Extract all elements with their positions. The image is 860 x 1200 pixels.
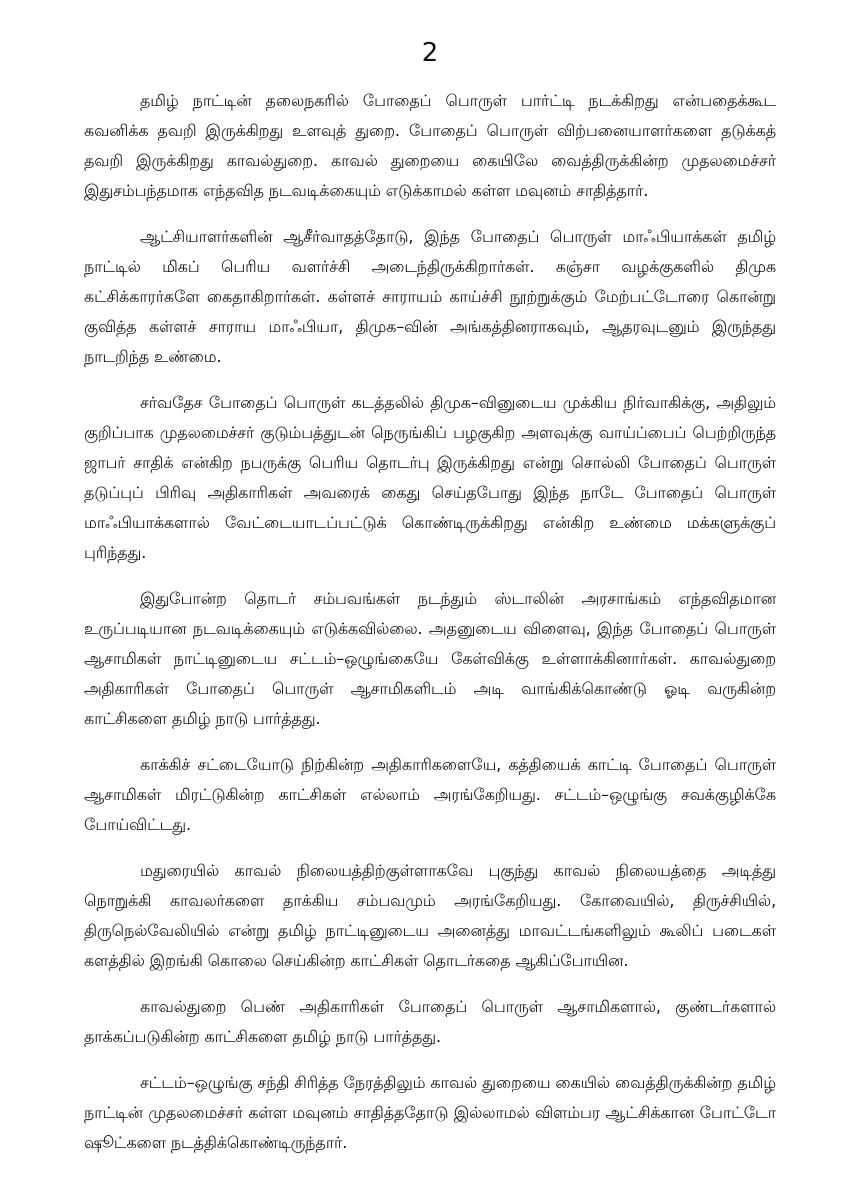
paragraph-1: தமிழ் நாட்டின் தலைநகரில் போதைப் பொருள் பார்ட்டி நடக்கிறது என்பதைக்கூட கவனிக்க தவறி இருக்கிறது உளவுத் துறை. போதைப் பொருள் விற்பனையாளர்களை தடுக்கத் தவறி இருக்கிறது காவல்துறை. காவல் துறையை கையிலே வைத்திருக்கின்ற முதலமைச்சர் இதுசம்பந்தமாக எந்தவித நடவடிக்கையும் எடுக்காமல் கள்ள மவுனம் சாதித்தார்.	[84, 91, 776, 200]
paragraph-5: காக்கிச் சட்டையோடு நிற்கின்ற அதிகாரிகளையே, கத்தியைக் காட்டி போதைப் பொருள் ஆசாமிகள் மிரட்டுகின்ற காட்சிகள் எல்லாம் அரங்கேறியது. சட்டம்–ஒழுங்கு சவக்குழிக்கே போய்விட்டது.	[84, 755, 776, 834]
paragraph-3: சர்வதேச போதைப் பொருள் கடத்தலில் திமுக–வினுடைய முக்கிய நிர்வாகிக்கு, அதிலும் குறிப்பாக முதலமைச்சர் குடும்பத்துடன் நெருங்கிப் பழகுகிற அளவுக்கு வாய்ப்பைப் பெற்றிருந்த ஜாபர் சாதிக் என்கிற நபருக்கு பெரிய தொடர்பு இருக்கிறது என்று சொல்லி போதைப் பொருள் தடுப்புப் பிரிவு அதிகாரிகள் அவரைக் கைது செய்தபோது இந்த நாடே போதைப் பொருள் மாஃபியாக்களால் வேட்டையாடப்பட்டுக் கொண்டிருக்கிறது என்கிற உண்மை மக்களுக்குப் புரிந்தது.	[84, 393, 776, 562]
paragraph-6: மதுரையில் காவல் நிலையத்திற்குள்ளாகவே புகுந்து காவல் நிலையத்தை அடித்து நொறுக்கி காவலர்களை தாக்கிய சம்பவமும் அரங்கேறியது. கோவையில், திருச்சியில், திருநெல்வேலியில் என்று தமிழ் நாட்டினுடைய அனைத்து மாவட்டங்களிலும் கூலிப் படைகள் களத்தில் இறங்கி கொலை செய்கின்ற காட்சிகள் தொடர்கதை ஆகிப்போயின.	[84, 861, 776, 970]
paragraph-4: இதுபோன்ற தொடர் சம்பவங்கள் நடந்தும் ஸ்டாலின் அரசாங்கம் எந்தவிதமான உருப்படியான நடவடிக்கையும் எடுக்கவில்லை. அதனுடைய விளைவு, இந்த போதைப் பொருள் ஆசாமிகள் நாட்டினுடைய சட்டம்–ஒழுங்கையே கேள்விக்கு உள்ளாக்கினார்கள். காவல்துறை அதிகாரிகள் போதைப் பொருள் ஆசாமிகளிடம் அடி வாங்கிக்கொண்டு ஓடி வருகின்ற காட்சிகளை தமிழ் நாடு பார்த்தது.	[84, 589, 776, 728]
page-number: 2	[421, 38, 439, 68]
paragraph-2: ஆட்சியாளர்களின் ஆசீர்வாதத்தோடு, இந்த போதைப் பொருள் மாஃபியாக்கள் தமிழ் நாட்டில் மிகப் பெரிய வளர்ச்சி அடைந்திருக்கிறார்கள். கஞ்சா வழக்குகளில் திமுக கட்சிக்காரர்களே கைதாகிறார்கள். கள்ளச் சாராயம் காய்ச்சி நூற்றுக்கும் மேற்பட்டோரை கொன்று குவித்த கள்ளச் சாராய மாஃபியா, திமுக–வின் அங்கத்தினராகவும், ஆதரவுடனும் இருந்தது நாடறிந்த உண்மை.	[84, 227, 776, 366]
document-body	[84, 86, 776, 1174]
paragraph-7: காவல்துறை பெண் அதிகாரிகள் போதைப் பொருள் ஆசாமிகளால், குண்டர்களால் தாக்கப்படுகின்ற காட்சிகளை தமிழ் நாடு பார்த்தது.	[84, 997, 776, 1046]
paragraph-8: சட்டம்–ஒழுங்கு சந்தி சிரித்த நேரத்திலும் காவல் துறையை கையில் வைத்திருக்கின்ற தமிழ் நாட்டின் முதலமைச்சர் கள்ள மவுனம் சாதித்ததோடு இல்லாமல் விளம்பர ஆட்சிக்கான போட்டோ ஷூட்களை நடத்திக்கொண்டிருந்தார்.	[84, 1073, 776, 1152]
